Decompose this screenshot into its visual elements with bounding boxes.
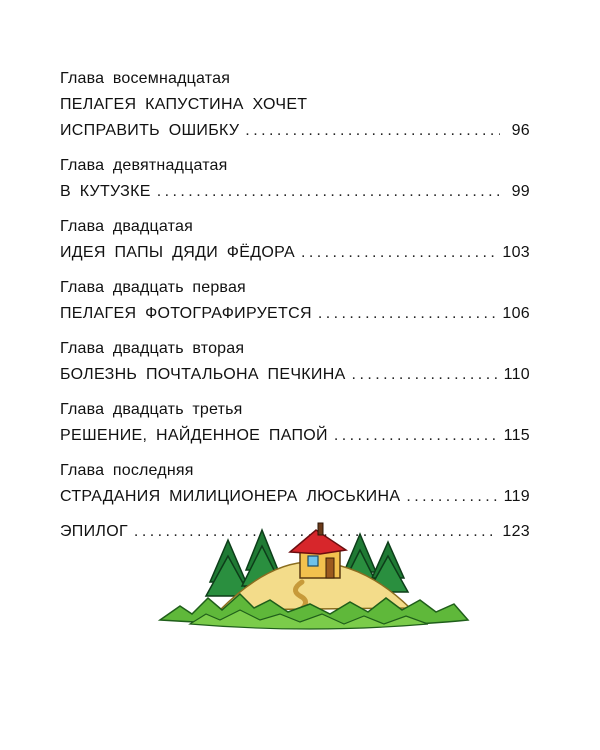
chapter-title: ПЕЛАГЕЯ ФОТОГРАФИРУЕТСЯ <box>60 305 312 322</box>
chapter-label: Глава двадцать третья <box>60 401 243 418</box>
tree-icon <box>206 540 250 596</box>
toc-entry-23 <box>60 397 530 449</box>
toc-entry-21 <box>60 275 530 327</box>
chapter-title-row[interactable] <box>60 301 530 327</box>
chapter-title-row[interactable] <box>60 423 530 449</box>
page-number: 110 <box>503 366 530 383</box>
page-number: 96 <box>511 122 530 139</box>
toc-entry-22 <box>60 336 530 388</box>
chapter-title-line: ПЕЛАГЕЯ КАПУСТИНА ХОЧЕТ <box>60 96 308 113</box>
toc-entry-18 <box>60 66 530 144</box>
page-number: 119 <box>503 488 530 505</box>
chapter-title-row[interactable] <box>60 179 530 205</box>
chapter-title: В КУТУЗКЕ <box>60 183 151 200</box>
chapter-title-row[interactable] <box>60 118 530 144</box>
chapter-title: ИСПРАВИТЬ ОШИБКУ <box>60 122 240 139</box>
page-number: 115 <box>503 427 530 444</box>
house-on-hill-illustration <box>150 520 475 635</box>
table-of-contents <box>60 66 530 554</box>
chapter-label: Глава двадцатая <box>60 218 193 235</box>
chapter-title: ЭПИЛОГ <box>60 523 128 540</box>
dot-leader <box>334 423 498 449</box>
chapter-title: ИДЕЯ ПАПЫ ДЯДИ ФЁДОРА <box>60 244 295 261</box>
page-number: 99 <box>511 183 530 200</box>
dot-leader <box>352 362 498 388</box>
page-number: 103 <box>502 244 530 261</box>
toc-entry-last <box>60 458 530 510</box>
page-number: 106 <box>502 305 530 322</box>
toc-entry-20 <box>60 214 530 266</box>
dot-leader <box>318 301 497 327</box>
chapter-title-row[interactable] <box>60 240 530 266</box>
chapter-title-row[interactable] <box>60 362 530 388</box>
dot-leader <box>245 118 500 144</box>
chapter-label: Глава восемнадцатая <box>60 70 231 87</box>
chapter-label: Глава девятнадцатая <box>60 157 228 174</box>
dot-leader <box>157 179 500 205</box>
chapter-title: СТРАДАНИЯ МИЛИЦИОНЕРА ЛЮСЬКИНА <box>60 488 401 505</box>
chapter-title: РЕШЕНИЕ, НАЙДЕННОЕ ПАПОЙ <box>60 427 328 444</box>
dot-leader <box>406 484 497 510</box>
page-number: 123 <box>502 523 530 540</box>
chapter-label: Глава последняя <box>60 462 194 479</box>
toc-entry-19 <box>60 153 530 205</box>
chapter-title: БОЛЕЗНЬ ПОЧТАЛЬОНА ПЕЧКИНА <box>60 366 346 383</box>
chapter-label: Глава двадцать первая <box>60 279 246 296</box>
chapter-label: Глава двадцать вторая <box>60 340 245 357</box>
chapter-title-row[interactable] <box>60 484 530 510</box>
dot-leader <box>301 240 496 266</box>
